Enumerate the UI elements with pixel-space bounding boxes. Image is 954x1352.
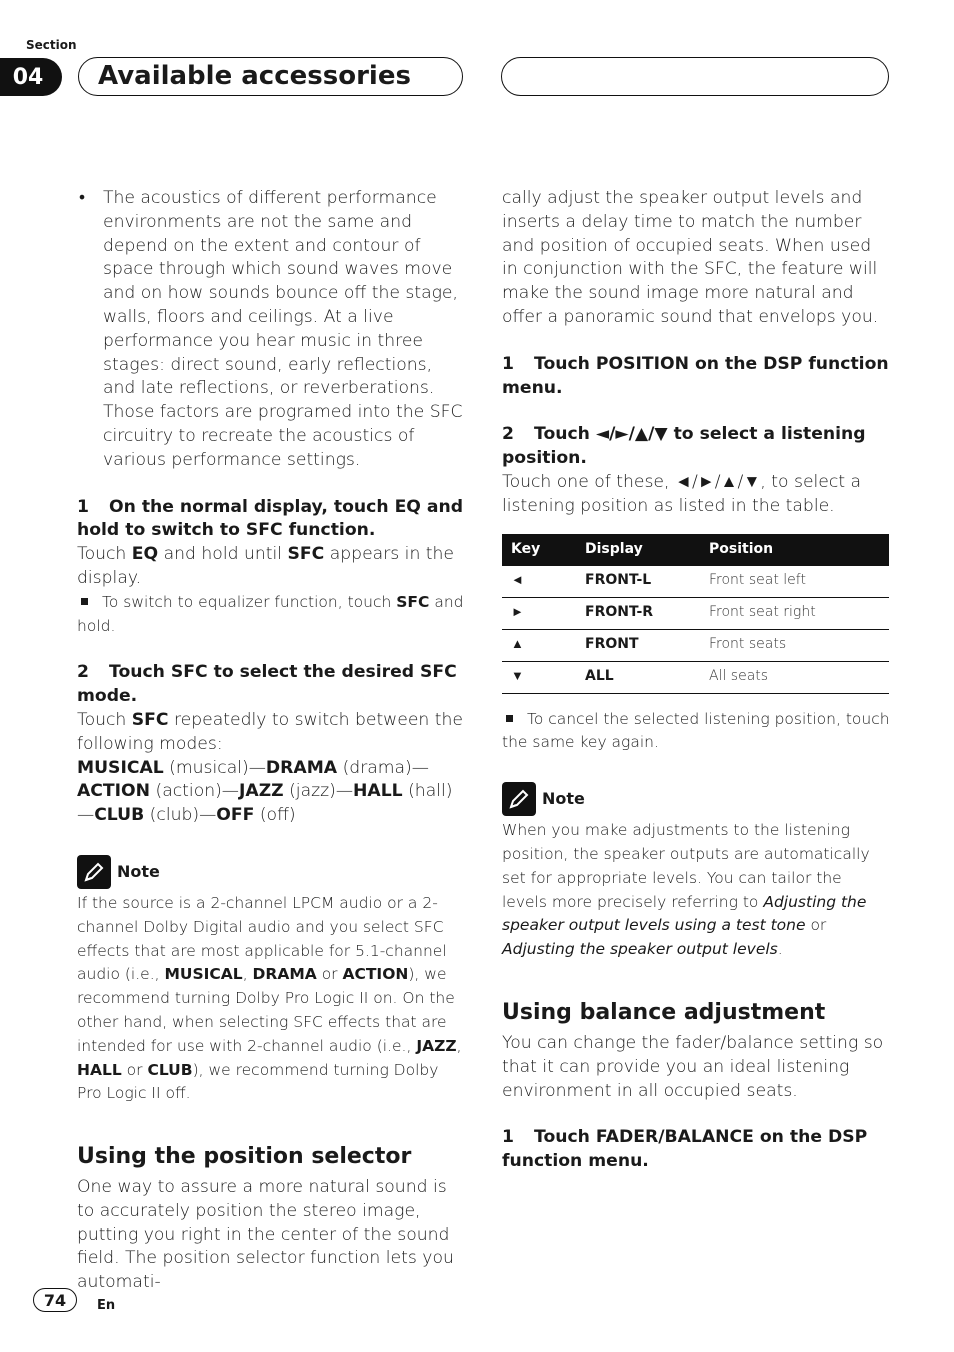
mode-list [77,757,465,828]
pencil-note-icon [77,855,111,889]
text: and hold. [77,592,464,635]
step-heading [77,496,465,544]
text: ), we recommend turning Dolby Pro Logic II on. On the other hand, when selecting SFC effects that are intended for use with 2-channel audio (i.e., [77,965,455,1055]
bullet-paragraph: • The acoustics of different performance environments are not the same and depend on the extent and contour of space through which sound waves move and on how sounds bounce off the stage, walls, floors and ceilings. At a live performance you hear music in three stages: direct sound, early reflections, and late reflections, or reverberations. Those factors are programed into the SFC circuitry to recreate the acoustics of various performance settings. [77,187,465,473]
key-label: CLUB [147,1060,193,1079]
position-cell: Front seat left [700,566,889,598]
display-cell: FRONT [576,629,700,661]
note-header [77,855,465,889]
note-label: Note [542,789,585,809]
step-number: 1 [502,1127,514,1148]
mode-desc: (hall)— [77,781,453,826]
step-title: Touch SFC to select the desired SFC mode. [77,662,457,707]
note-text [77,892,465,1106]
step-heading [502,353,890,401]
position-table [502,534,889,694]
mode-name: CLUB [94,805,145,826]
table-row [502,566,889,598]
key-label: SFC [396,592,430,611]
language-code: En [97,1298,116,1313]
mode-desc: (jazz)— [283,781,354,802]
mode-name: DRAMA [265,757,338,778]
display-cell: FRONT-L [576,566,700,598]
step-heading [502,1126,890,1174]
continued-paragraph: cally adjust the speaker output levels and inserts a delay time to match the number and position of occupied seats. When used in conjunction with the SFC, the feature will make the sound image more natural and offer a panoramic sound that envelops you. [502,188,879,327]
text: Touch [77,709,132,730]
text: or [316,965,343,984]
section-heading: Using the position selector [77,1144,412,1170]
square-bullet-icon [506,715,513,722]
text: To cancel the selected listening position, touch the same key again. [502,709,890,752]
mode-desc: (off) [254,805,296,826]
note-text [502,819,890,962]
column-header: Key [502,534,576,566]
step-body [77,709,465,757]
mode-name: JAZZ [239,781,284,802]
position-cell: All seats [700,661,889,693]
display-cell: FRONT-R [576,597,700,629]
section-heading: Using balance adjustment [502,999,826,1025]
key-label: ACTION [342,965,409,984]
table-row [502,629,889,661]
mode-name: OFF [216,805,255,826]
mode-desc: (club)— [144,805,217,826]
text: appears in the display. [77,544,455,588]
step-title: Touch ◄/►/▲/▼ to select a listening position. [502,424,866,469]
text: Touch [77,544,132,565]
key-cell: ► [502,597,576,629]
text: . [777,940,783,959]
step-number: 1 [502,353,514,374]
step-title: On the normal display, touch EQ and hold to switch to SFC function. [77,496,464,541]
text: repeatedly to switch between the following modes: [77,709,463,754]
note-header [502,782,890,816]
step-heading [502,423,890,471]
note-label: Note [117,862,160,882]
position-cell: Front seats [700,629,889,661]
square-note [77,591,465,639]
section-number-badge: 04 [0,58,62,96]
key-label: MUSICAL [164,965,243,984]
text: or [121,1060,148,1079]
column-header: Position [700,534,889,566]
mode-name: MUSICAL [77,757,164,778]
key-cell: ▲ [502,629,576,661]
position-cell: Front seat right [700,597,889,629]
step-number: 2 [502,424,514,445]
key-cell: ▼ [502,661,576,693]
mode-name: HALL [353,781,403,802]
display-cell: ALL [576,661,700,693]
step-number: 1 [77,496,89,517]
table-row [502,597,889,629]
left-column [77,187,465,1295]
reference-link-text: Adjusting the speaker output levels [502,940,778,959]
step-number: 2 [77,662,89,683]
mode-desc: (action)— [150,781,239,802]
key-label: EQ [131,544,159,565]
text: If the source is a 2-channel LPCM audio or a 2-channel Dolby Digital audio and you select SFC effects that are most applicable for 5.1-channel audio (i.e., [77,893,447,984]
step-body: Touch one of these, ◄/►/▲/▼, to select a listening position as listed in the table. [502,471,862,516]
section-body: One way to assure a more natural sound is to accurately position the stereo image, putting you right in the center of the sound field. The position selector function lets you automati- [77,1177,454,1293]
section-body: You can change the fader/balance setting so that it can provide you an ideal listening environment in all occupied seats. [502,1032,884,1101]
mode-name: ACTION [77,781,151,802]
page-title: Available accessories [98,61,411,91]
text: , [456,1036,462,1055]
square-note [502,708,890,756]
text: and hold until [158,544,288,565]
text: or [805,916,827,935]
table-header-row [502,534,889,566]
right-column [502,187,890,1174]
step-title: Touch POSITION on the DSP function menu. [502,353,889,398]
text: When you make adjustments to the listening position, the speaker outputs are automatically set for appropriate levels. You can tailor the levels more precisely referring to [502,821,870,911]
key-label: JAZZ [416,1036,457,1055]
key-cell: ◄ [502,566,576,598]
step-heading [77,661,465,709]
key-label: HALL [77,1060,122,1079]
step-body [77,543,465,591]
text: ), we recommend turning Dolby Pro Logic II off. [77,1060,439,1103]
page-number: 74 [33,1288,77,1312]
section-label: Section [26,38,77,52]
key-label: SFC [131,709,169,730]
key-label: DRAMA [252,965,317,984]
text: , [242,965,253,984]
square-bullet-icon [81,598,88,605]
key-label: SFC [287,544,325,565]
text: To switch to equalizer function, touch [102,592,397,611]
table-row [502,661,889,693]
mode-desc: (drama)— [337,757,429,778]
column-header: Display [576,534,700,566]
step-title: Touch FADER/BALANCE on the DSP function menu. [502,1127,868,1172]
mode-desc: (musical)— [163,757,266,778]
pencil-note-icon [502,782,536,816]
title-frame-right [501,57,889,96]
reference-link-text: Adjusting the speaker output levels using a test tone [502,892,867,935]
